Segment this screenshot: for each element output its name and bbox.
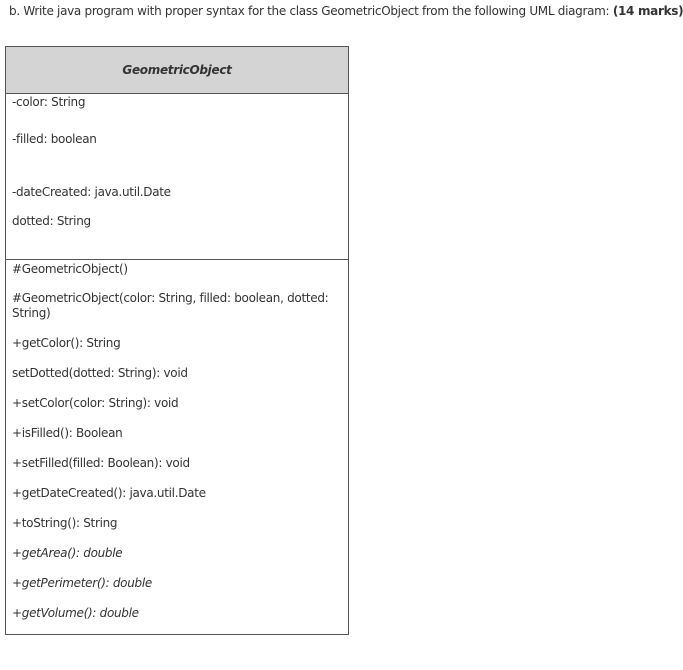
question-text [9, 4, 683, 18]
uml-method-get-perimeter: +getPerimeter(): double [12, 576, 152, 590]
uml-method-get-date-created: +getDateCreated(): java.util.Date [12, 486, 206, 500]
uml-attribute-date-created: -dateCreated: java.util.Date [12, 185, 171, 199]
uml-method-set-dotted: setDotted(dotted: String): void [12, 366, 188, 380]
uml-attribute-dotted: dotted: String [12, 214, 91, 228]
uml-method-get-area: +getArea(): double [12, 546, 123, 560]
question-marks: (14 marks) [612, 4, 683, 18]
uml-method-is-filled: +isFilled(): Boolean [12, 426, 123, 440]
uml-method-get-volume: +getVolume(): double [12, 606, 139, 620]
uml-method-get-color: +getColor(): String [12, 336, 121, 350]
question-body: b. Write java program with proper syntax for the class GeometricObject from the following UML diagram: [9, 4, 613, 18]
uml-attribute-filled: -filled: boolean [12, 132, 97, 146]
uml-method-set-filled: +setFilled(filled: Boolean): void [12, 456, 190, 470]
uml-method-to-string: +toString(): String [12, 516, 118, 530]
uml-attributes-section [6, 94, 348, 260]
uml-method-set-color: +setColor(color: String): void [12, 396, 179, 410]
uml-class-name: GeometricObject [6, 47, 348, 94]
uml-attribute-color: -color: String [12, 95, 86, 109]
uml-class-diagram [5, 46, 349, 635]
uml-method-constructor: #GeometricObject() [12, 262, 128, 276]
uml-method-constructor-args: #GeometricObject(color: String, filled: boolean, dotted: String) [12, 291, 329, 320]
